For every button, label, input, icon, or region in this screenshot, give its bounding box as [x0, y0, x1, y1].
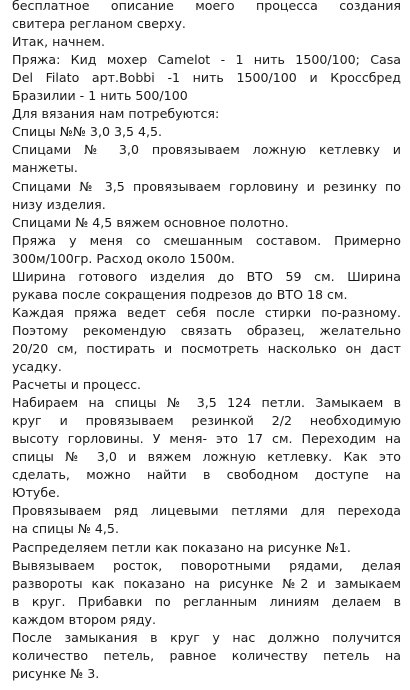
- text-line: Расчеты и процесс.: [12, 377, 141, 393]
- text-line: Спицами № 4,5 вяжем основное полотно.: [12, 214, 289, 230]
- text-line: Бразилии - 1 нить 500/100: [12, 88, 188, 104]
- text-line: рукава после сокращения подрезов до ВТО 18 см.: [12, 286, 348, 302]
- text-line: Спицами № 3,5 провязываем горловину и резинку по: [12, 178, 401, 194]
- text-line: в круг. Прибавки по регланным линиям делаем в: [12, 593, 401, 609]
- text-line: Ютубе.: [12, 485, 60, 501]
- text-line: каждом втором ряду.: [12, 611, 156, 627]
- text-line: круг и провязываем резинкой 2/2 необходимую: [12, 413, 401, 429]
- text-line: Пряжа у меня со смешанным составом. Примерно: [12, 232, 401, 248]
- text-line: После замыкания в круг у нас должно получится: [12, 629, 401, 645]
- text-line: Поэтому рекомендую связать образец, желательно: [12, 322, 401, 338]
- text-line: на спицы № 4,5.: [12, 521, 119, 537]
- text-line: рисунке № 3.: [12, 665, 100, 681]
- text-line: усадку.: [12, 359, 62, 374]
- text-line: Каждая пряжа ведет себя после стирки по-разному.: [12, 304, 401, 320]
- text-line: сделать, можно найти в свободном доступе на: [12, 467, 401, 483]
- text-line: 20/20 см, постирать и посмотреть насколько он даст: [12, 340, 401, 356]
- text-line: спицы № 3,0 и вяжем ложную кетлевку. Как это: [12, 449, 401, 465]
- text-line: манжеты.: [12, 160, 78, 176]
- text-line: Спицы №№ 3,0 3,5 4,5.: [12, 124, 163, 140]
- text-line: Распределяем петли как показано на рисунке №1.: [12, 539, 351, 555]
- text-line: Пряжа: Кид мохер Camelot - 1 нить 1500/100; Casa: [12, 52, 401, 68]
- text-line: Ширина готового изделия до ВТО 59 см. Ширина: [12, 268, 401, 284]
- text-line: Набираем на спицы № 3,5 124 петли. Замыкаем в: [12, 395, 401, 411]
- text-line: Для вязания нам потребуются:: [12, 106, 220, 122]
- text-line: Итак, начнем.: [12, 34, 105, 50]
- text-line: низу изделия.: [12, 196, 106, 212]
- text-line: высоту горловины. У меня- это 17 см. Переходим на: [12, 431, 401, 447]
- text-line: развороты как показано на рисунке №2 и замыкаем: [12, 575, 401, 591]
- text-line: Спицами № 3,0 провязываем ложную кетлевку и: [12, 142, 401, 158]
- text-line: Del Filato арт.Bobbi -1 нить 1500/100 и Кроссбред: [12, 70, 401, 86]
- text-line: Провязываем ряд лицевыми петлями для перехода: [12, 503, 401, 519]
- text-line: бесплатное описание моего процесса создания: [12, 0, 401, 13]
- text-line: количество петель, равное количеству петель на: [12, 647, 401, 663]
- text-line: 300м/100гр. Расход около 1500м.: [12, 250, 235, 266]
- text-line: свитера регланом сверху.: [12, 16, 186, 32]
- text-line: Вывязываем росток, поворотными рядами, делая: [12, 557, 401, 573]
